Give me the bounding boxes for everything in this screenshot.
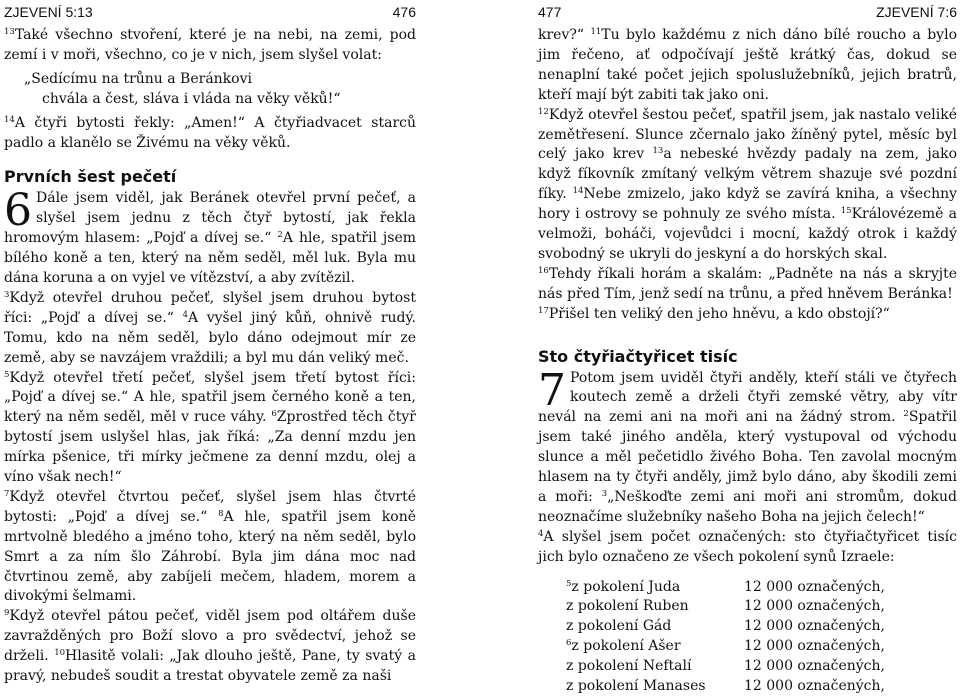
- tribe-row: [566, 597, 957, 617]
- verse-number: 17: [538, 305, 549, 316]
- verse-number: 3: [4, 289, 10, 300]
- paragraph: [4, 114, 416, 154]
- verse-text: A čtyři bytosti řekly: „Amen!“ A čtyřiadvacet starců padlo a klanělo se Živému na věky věků.: [4, 114, 416, 151]
- section-heading: Prvních šest pečetí: [4, 167, 177, 187]
- verse-number: 2: [277, 230, 283, 241]
- verse-number: 3: [601, 488, 608, 499]
- tribe-name: z pokolení Manases: [566, 678, 706, 695]
- tribe-name: z pokolení Juda: [571, 578, 681, 595]
- verse-number: 5: [566, 578, 572, 589]
- paragraph: [4, 607, 416, 687]
- chapter-number: 7: [538, 364, 566, 416]
- verse-text: Když otevřel pátou pečeť, viděl jsem pod oltářem duše zavražděných pro Boží slovo a pro svědectví, jehož se drželi.: [4, 608, 416, 665]
- verse-text: Nebe zmizelo, jako když se zavírá kniha, a všechny hory i ostrovy se pohnuly ze svého místa.: [538, 186, 958, 223]
- verse-text: Když otevřel šestou pečeť, spatřil jsem, jak nastalo veliké zemětřesení. Slunce zčernalo jako žíněný pytel, měsíc byl celý jako krev: [538, 106, 957, 163]
- paragraph: [538, 265, 957, 305]
- paragraph: [4, 369, 416, 488]
- verse-number: 6: [271, 409, 277, 420]
- verse-number: 12: [538, 106, 549, 117]
- tribe-row: [566, 578, 957, 598]
- hymn-line: chvála a čest, sláva i vláda na věky věků!“: [42, 90, 341, 107]
- tribe-count: 12 000 označených,: [744, 658, 885, 675]
- verse-text: Zprostřed těch čtyř bytostí jsem uslyšel hlas, jak říká: „Za denní mzdu jen mírka pšenice, tři mírky ječmene za denní mzdu, olej a víno však nech!“: [4, 409, 416, 486]
- verse-text: A vyšel jiný kůň, ohnivě rudý. Tomu, kdo na něm seděl, bylo dáno odejmout mír ze země, aby se navzájem vraždili; a byl mu dán veliký meč.: [4, 309, 416, 366]
- tribe-name: z pokolení Gád: [566, 618, 672, 635]
- paragraph: [4, 488, 416, 607]
- tribe-name: z pokolení Ruben: [566, 598, 689, 615]
- verse-text: Spatřil jsem také jiného anděla, který vystupoval od východu slunce a měl pečetidlo živého Boha. Ten zavolal mocným hlasem na ty čtyři anděly, jimž bylo dáno, aby škodili zemi a moři:: [538, 409, 957, 505]
- verse-number: 9: [4, 608, 10, 619]
- text-column: [538, 26, 957, 568]
- verse-text: Královézemě a velmoži, boháči, vojevůdci i mocní, každý otrok i každý svobodný se ukryli do jeskyní a do horských skal.: [538, 206, 957, 262]
- verse-number: 2: [903, 409, 909, 420]
- paragraph: [538, 364, 957, 528]
- tribe-count: 12 000 označených,: [744, 678, 885, 695]
- verse-text: Také všechno stvoření, které je na nebi, na zemi, pod zemí i v moři, všechno, co je v nich, jsem slyšel volat:: [4, 27, 416, 63]
- verse-number: 4: [538, 528, 544, 539]
- verse-number: 4: [182, 309, 188, 320]
- tribe-list: [566, 578, 957, 697]
- tribe-name: z pokolení Ašer: [571, 638, 681, 655]
- verse-number: 14: [572, 186, 584, 197]
- verse-number: 14: [4, 114, 15, 125]
- verse-number: 8: [218, 508, 224, 519]
- verse-number: 6: [566, 638, 572, 649]
- paragraph: [538, 106, 957, 265]
- verse-number: 13: [4, 27, 15, 37]
- chapter-number: 6: [4, 185, 32, 237]
- tribe-count: 12 000 označených,: [744, 638, 885, 655]
- section-heading: Sto čtyřiačtyřicet tisíc: [538, 346, 738, 366]
- running-header: [4, 0, 416, 26]
- verse-text: Hlasitě volali: „Jak dlouho ještě, Pane, ty svatý a pravý, nebudeš soudit a trestat obyvatele země za naši: [4, 648, 416, 685]
- verse-number: 5: [4, 369, 10, 380]
- verse-number: 11: [590, 27, 602, 37]
- verse-text: Dále jsem viděl, jak Beránek otevřel první pečeť, a slyšel jsem jednu z těch čtyř bytostí, jak řekla hromovým hlasem: „Pojď a dívej se.“: [4, 190, 416, 247]
- tribe-row: [566, 677, 957, 697]
- verse-number: 7: [4, 488, 10, 499]
- verse-number: 15: [840, 206, 852, 217]
- tribe-row: [566, 657, 957, 677]
- verse-text: A hle, spatřil jsem koně mrtvolně bledého a jméno toho, který na něm seděl, bylo Smrt a za ním šlo Záhrobí. Byla jim dána moc nad čtvrtinou země, aby zabíjeli mečem, hladem, morem a divokými šelmami.: [4, 508, 416, 605]
- tribe-count: 12 000 označených,: [744, 578, 885, 595]
- paragraph: [538, 528, 957, 568]
- hymn: [24, 70, 416, 110]
- paragraph: [538, 26, 957, 106]
- verse-number: 10: [54, 648, 66, 659]
- paragraph: [4, 289, 416, 369]
- chapter-reference: ZJEVENÍ 7:6: [876, 4, 957, 20]
- verse-text: Když otevřel třetí pečeť, slyšel jsem třetí bytost říci: „Pojď a dívej se.“ A hle, spatřil jsem černého koně a ten, který na něm seděl, měl v ruce váhy.: [4, 369, 416, 426]
- text-column: [4, 26, 416, 687]
- verse-text: A slyšel jsem počet označených: sto čtyřiačtyřicet tisíc jich bylo označeno ze všech pokolení synů Izraele:: [538, 528, 957, 565]
- tribe-name: z pokolení Neftalí: [566, 658, 692, 675]
- verse-text: „Neškoďte zemi ani moři ani stromům, dokud neoznačíme služebníky našeho Boha na jejich čelech!“: [538, 488, 957, 525]
- running-header: [538, 0, 957, 26]
- verse-text: Tehdy říkali horám a skalám: „Padněte na nás a skryjte nás před Tím, jenž sedí na trůnu, a před hněvem Beránka!: [538, 265, 957, 302]
- verse-text: Přišel ten veliký den jeho hněvu, a kdo obstojí?“: [548, 305, 890, 322]
- hymn-line: „Sedícímu na trůnu a Beránkovi: [24, 70, 252, 87]
- paragraph: [4, 185, 417, 289]
- tribe-count: 12 000 označených,: [744, 598, 885, 615]
- verse-text: Tu bylo každému z nich dáno bílé roucho a bylo jim řečeno, ať odpočívají ještě krátký čas, dokud se nenaplní také počet jejich spoluslužebníků, jejich bratrů, kteří mají být zabiti tak jako oni.: [538, 27, 957, 103]
- verse-text: Potom jsem uviděl čtyři anděly, kteří stáli ve čtyřech koutech země a drželi čtyři zemské větry, aby vítr nevál na zemi ani na moři ani na žádný strom.: [538, 369, 957, 426]
- paragraph: [538, 305, 957, 325]
- chapter-reference: ZJEVENÍ 5:13: [4, 4, 93, 20]
- verse-number: 16: [538, 265, 549, 276]
- verse-text: Když otevřel čtvrtou pečeť, slyšel jsem hlas čtvrté bytosti: „Pojď a dívej se.“: [4, 488, 416, 525]
- tribe-row: [566, 617, 957, 637]
- verse-text: a nebeské hvězdy padaly na zem, jako když fíkovník zmítaný velkým větrem shazuje své pozdní fíky.: [538, 146, 957, 203]
- page-number: 476: [392, 4, 416, 20]
- right-page: [538, 0, 957, 700]
- verse-number: 13: [652, 146, 664, 157]
- verse-text: A hle, spatřil jsem bílého koně a ten, který na něm seděl, měl luk. Byla mu dána koruna a on vyjel ve vítězství, a aby zvítězil.: [4, 230, 417, 286]
- page-number: 477: [538, 4, 562, 20]
- verse-text: krev?“: [538, 27, 585, 43]
- tribe-count: 12 000 označených,: [744, 618, 885, 635]
- tribe-row: [566, 637, 957, 657]
- paragraph: [4, 26, 416, 66]
- verse-text: Když otevřel druhou pečeť, slyšel jsem druhou bytost říci: „Pojď a dívej se.“: [4, 289, 416, 326]
- left-page: [4, 0, 416, 700]
